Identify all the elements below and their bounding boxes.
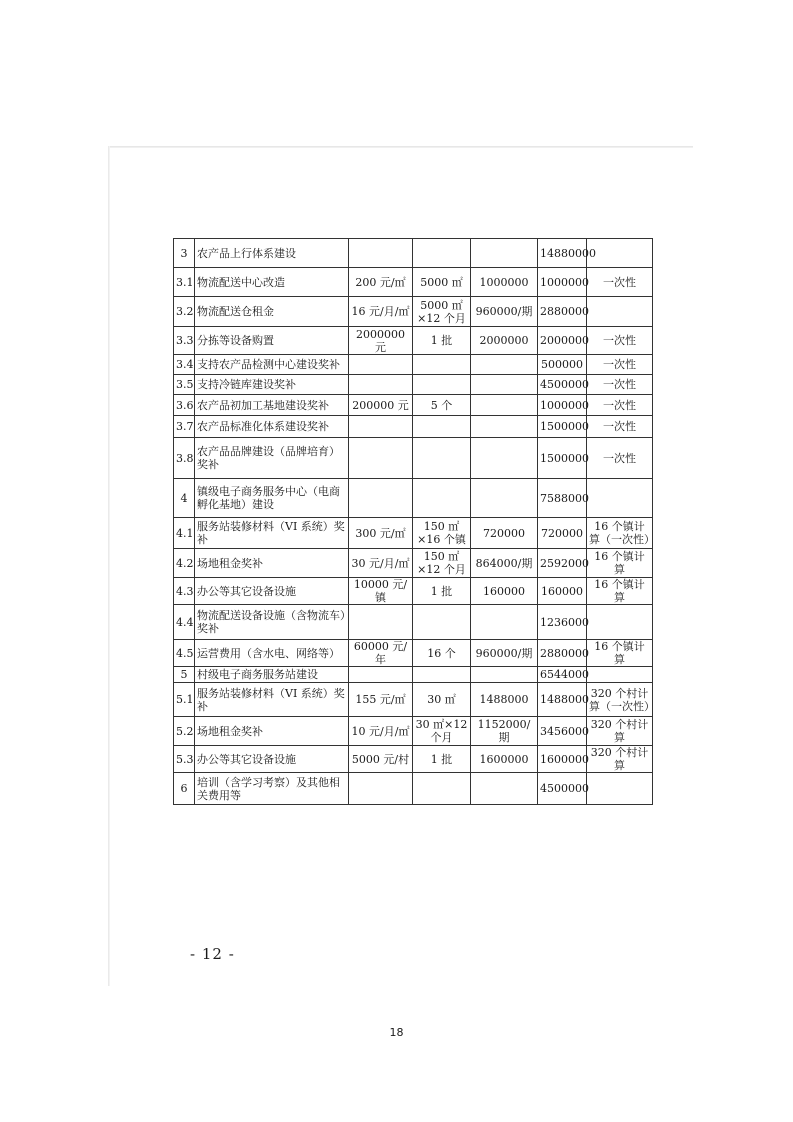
cell-no: 5.1 — [174, 683, 195, 717]
cell-item: 培训（含学习考察）及其他相关费用等 — [195, 773, 349, 805]
cell-no: 4 — [174, 479, 195, 518]
cell-no: 5.3 — [174, 746, 195, 773]
cell-note — [587, 773, 653, 805]
cell-note: 16 个镇计算 — [587, 578, 653, 605]
cell-qty — [413, 773, 471, 805]
table-row — [174, 717, 653, 746]
cell-no: 3.7 — [174, 416, 195, 438]
cell-item: 办公等其它设备设施 — [195, 578, 349, 605]
cell-note: 16 个镇计算 — [587, 640, 653, 667]
cell-note — [587, 667, 653, 683]
cell-no: 3.2 — [174, 297, 195, 327]
cell-total: 3456000 — [538, 717, 587, 746]
cell-sub — [471, 416, 538, 438]
table-row — [174, 683, 653, 717]
table-row — [174, 375, 653, 395]
cell-qty: 150 ㎡×12 个月 — [413, 549, 471, 578]
cell-note: 16 个镇计算 — [587, 549, 653, 578]
table-row — [174, 355, 653, 375]
cell-total: 500000 — [538, 355, 587, 375]
cell-note: 320 个村计算 — [587, 717, 653, 746]
cell-price: 300 元/㎡ — [349, 518, 413, 549]
table-row — [174, 578, 653, 605]
cell-no: 3.5 — [174, 375, 195, 395]
table-row — [174, 773, 653, 805]
cell-sub: 1600000 — [471, 746, 538, 773]
cell-sub — [471, 773, 538, 805]
cell-no: 3.6 — [174, 395, 195, 416]
cell-note: 一次性 — [587, 355, 653, 375]
cell-total: 14880000 — [538, 239, 587, 268]
cell-price: 5000 元/村 — [349, 746, 413, 773]
cell-item: 物流配送仓租金 — [195, 297, 349, 327]
cell-qty — [413, 239, 471, 268]
cell-item: 服务站装修材料（VI 系统）奖补 — [195, 683, 349, 717]
cell-note — [587, 479, 653, 518]
footer-page-number: 18 — [389, 1026, 404, 1039]
cell-qty — [413, 355, 471, 375]
cell-qty: 150 ㎡×16 个镇 — [413, 518, 471, 549]
cell-sub: 960000/期 — [471, 297, 538, 327]
cell-sub: 160000 — [471, 578, 538, 605]
cell-note — [587, 297, 653, 327]
cell-total: 1600000 — [538, 746, 587, 773]
cell-item: 村级电子商务服务站建设 — [195, 667, 349, 683]
cell-sub — [471, 355, 538, 375]
cell-price — [349, 438, 413, 479]
cell-qty — [413, 667, 471, 683]
cell-item: 场地租金奖补 — [195, 717, 349, 746]
cell-total: 1236000 — [538, 605, 587, 640]
cell-no: 4.2 — [174, 549, 195, 578]
cell-price — [349, 355, 413, 375]
cell-total: 2880000 — [538, 297, 587, 327]
cell-total: 720000 — [538, 518, 587, 549]
cell-total: 160000 — [538, 578, 587, 605]
budget-table — [173, 238, 653, 805]
cell-no: 4.5 — [174, 640, 195, 667]
cell-item: 支持农产品检测中心建设奖补 — [195, 355, 349, 375]
cell-item: 农产品品牌建设（品牌培育）奖补 — [195, 438, 349, 479]
cell-total: 1488000 — [538, 683, 587, 717]
cell-price: 200000 元 — [349, 395, 413, 416]
cell-note: 一次性 — [587, 268, 653, 297]
cell-price — [349, 667, 413, 683]
cell-price: 60000 元/年 — [349, 640, 413, 667]
cell-price: 10 元/月/㎡ — [349, 717, 413, 746]
cell-price: 2000000 元 — [349, 327, 413, 355]
cell-price — [349, 605, 413, 640]
table-row — [174, 640, 653, 667]
budget-table-body — [174, 239, 653, 805]
cell-note: 一次性 — [587, 416, 653, 438]
cell-sub: 864000/期 — [471, 549, 538, 578]
cell-item: 物流配送中心改造 — [195, 268, 349, 297]
cell-total: 4500000 — [538, 375, 587, 395]
cell-price — [349, 416, 413, 438]
cell-qty — [413, 375, 471, 395]
table-row — [174, 395, 653, 416]
cell-sub: 720000 — [471, 518, 538, 549]
cell-item: 运营费用（含水电、网络等） — [195, 640, 349, 667]
cell-qty — [413, 438, 471, 479]
cell-price — [349, 375, 413, 395]
cell-no: 4.1 — [174, 518, 195, 549]
cell-total: 7588000 — [538, 479, 587, 518]
cell-price: 16 元/月/㎡ — [349, 297, 413, 327]
cell-sub — [471, 667, 538, 683]
cell-item: 支持冷链库建设奖补 — [195, 375, 349, 395]
cell-no: 6 — [174, 773, 195, 805]
table-row — [174, 416, 653, 438]
table-row — [174, 605, 653, 640]
cell-item: 农产品标准化体系建设奖补 — [195, 416, 349, 438]
cell-no: 3.8 — [174, 438, 195, 479]
cell-qty — [413, 479, 471, 518]
cell-sub — [471, 395, 538, 416]
cell-sub: 2000000 — [471, 327, 538, 355]
cell-item: 服务站装修材料（VI 系统）奖补 — [195, 518, 349, 549]
table-row — [174, 518, 653, 549]
page-number: - 12 - — [190, 945, 235, 963]
cell-qty: 16 个 — [413, 640, 471, 667]
cell-price — [349, 239, 413, 268]
table-row — [174, 667, 653, 683]
cell-total: 1000000 — [538, 395, 587, 416]
cell-qty: 1 批 — [413, 327, 471, 355]
cell-sub: 1488000 — [471, 683, 538, 717]
cell-qty: 5000 ㎡ — [413, 268, 471, 297]
cell-no: 4.4 — [174, 605, 195, 640]
cell-no: 3 — [174, 239, 195, 268]
cell-sub — [471, 605, 538, 640]
cell-item: 办公等其它设备设施 — [195, 746, 349, 773]
cell-item: 分拣等设备购置 — [195, 327, 349, 355]
table-row — [174, 268, 653, 297]
cell-price — [349, 479, 413, 518]
cell-price: 10000 元/镇 — [349, 578, 413, 605]
cell-note: 320 个村计算 — [587, 746, 653, 773]
table-row — [174, 479, 653, 518]
cell-item: 农产品上行体系建设 — [195, 239, 349, 268]
cell-note: 320 个村计算（一次性） — [587, 683, 653, 717]
cell-no: 3.4 — [174, 355, 195, 375]
table-row — [174, 327, 653, 355]
cell-total: 6544000 — [538, 667, 587, 683]
cell-qty: 5000 ㎡×12 个月 — [413, 297, 471, 327]
scan-edge-top — [108, 146, 693, 148]
cell-item: 场地租金奖补 — [195, 549, 349, 578]
cell-note — [587, 605, 653, 640]
cell-item: 物流配送设备设施（含物流车）奖补 — [195, 605, 349, 640]
cell-qty: 5 个 — [413, 395, 471, 416]
cell-item: 农产品初加工基地建设奖补 — [195, 395, 349, 416]
cell-price — [349, 773, 413, 805]
cell-qty: 30 ㎡ — [413, 683, 471, 717]
table-row — [174, 746, 653, 773]
cell-total: 4500000 — [538, 773, 587, 805]
cell-total: 1000000 — [538, 268, 587, 297]
cell-qty: 1 批 — [413, 578, 471, 605]
cell-sub — [471, 239, 538, 268]
cell-note: 一次性 — [587, 395, 653, 416]
cell-no: 5 — [174, 667, 195, 683]
cell-sub — [471, 479, 538, 518]
cell-qty — [413, 605, 471, 640]
cell-no: 3.1 — [174, 268, 195, 297]
cell-total: 1500000 — [538, 416, 587, 438]
cell-item: 镇级电子商务服务中心（电商孵化基地）建设 — [195, 479, 349, 518]
cell-qty — [413, 416, 471, 438]
cell-note: 16 个镇计算（一次性） — [587, 518, 653, 549]
table-row — [174, 297, 653, 327]
cell-total: 2000000 — [538, 327, 587, 355]
cell-no: 4.3 — [174, 578, 195, 605]
cell-sub — [471, 375, 538, 395]
cell-note: 一次性 — [587, 327, 653, 355]
cell-price: 200 元/㎡ — [349, 268, 413, 297]
cell-no: 3.3 — [174, 327, 195, 355]
cell-price: 155 元/㎡ — [349, 683, 413, 717]
cell-sub: 960000/期 — [471, 640, 538, 667]
table-row — [174, 239, 653, 268]
cell-total: 2880000 — [538, 640, 587, 667]
cell-qty: 30 ㎡×12 个月 — [413, 717, 471, 746]
cell-sub: 1152000/期 — [471, 717, 538, 746]
scan-edge-left — [108, 146, 110, 986]
cell-sub — [471, 438, 538, 479]
cell-price: 30 元/月/㎡ — [349, 549, 413, 578]
cell-no: 5.2 — [174, 717, 195, 746]
cell-note: 一次性 — [587, 438, 653, 479]
cell-total: 2592000 — [538, 549, 587, 578]
cell-note — [587, 239, 653, 268]
cell-total: 1500000 — [538, 438, 587, 479]
table-row — [174, 438, 653, 479]
cell-note: 一次性 — [587, 375, 653, 395]
cell-sub: 1000000 — [471, 268, 538, 297]
table-row — [174, 549, 653, 578]
cell-qty: 1 批 — [413, 746, 471, 773]
